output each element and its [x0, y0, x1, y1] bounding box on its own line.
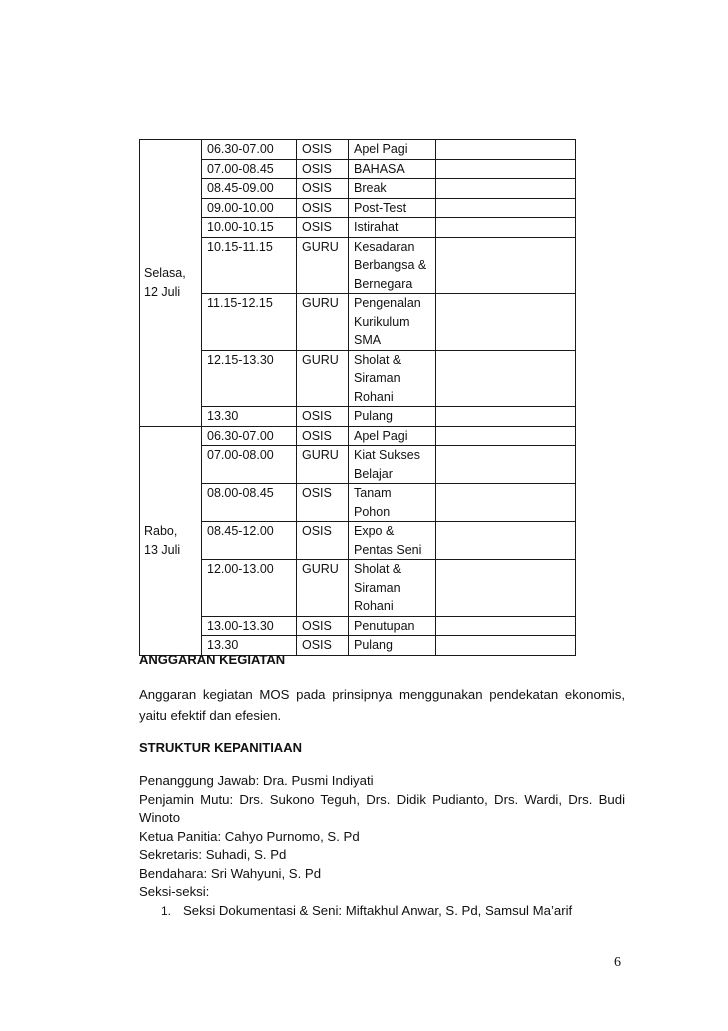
schedule-time-cell: 06.30-07.00 — [202, 140, 297, 160]
schedule-row — [140, 446, 576, 484]
schedule-note-cell — [436, 198, 576, 218]
schedule-time-cell: 07.00-08.00 — [202, 446, 297, 484]
schedule-time-cell: 13.30 — [202, 407, 297, 427]
schedule-row — [140, 237, 576, 294]
schedule-organizer-cell: OSIS — [297, 218, 349, 238]
schedule-activity-line: BAHASA — [354, 161, 405, 176]
struktur-heading: STRUKTUR KEPANITIAAN — [139, 740, 302, 755]
schedule-organizer-cell: GURU — [297, 350, 349, 407]
anggaran-paragraph: Anggaran kegiatan MOS pada prinsipnya menggunakan pendekatan ekonomis, yaitu efektif dan efesien. — [139, 687, 625, 723]
schedule-note-cell — [436, 616, 576, 636]
schedule-activity-line: Post-Test — [354, 200, 407, 215]
schedule-activity-cell — [349, 446, 436, 484]
schedule-activity-cell — [349, 237, 436, 294]
schedule-organizer-cell: OSIS — [297, 198, 349, 218]
schedule-activity-cell — [349, 484, 436, 522]
anggaran-heading: ANGGARAN KEGIATAN — [139, 652, 286, 667]
schedule-activity-cell — [349, 198, 436, 218]
schedule-time-cell: 08.45-12.00 — [202, 522, 297, 560]
struktur-section — [139, 740, 625, 920]
penjamin-mutu-line: Penjamin Mutu: Drs. Sukono Teguh, Drs. Didik Pudianto, Drs. Wardi, Drs. Budi — [139, 791, 625, 807]
seksi-list-item — [139, 902, 625, 921]
schedule-activity-line: Apel Pagi — [354, 142, 408, 156]
seksi-item-number: 1. — [161, 903, 172, 918]
schedule-activity-line: Sholat & — [354, 352, 402, 367]
schedule-activity-line: Pulang — [354, 409, 393, 423]
seksi-item-text: Seksi Dokumentasi & Seni: Miftakhul Anwar, S. Pd, Samsul Ma’arif — [183, 902, 573, 918]
schedule-activity-cell — [349, 522, 436, 560]
schedule-row — [140, 218, 576, 238]
schedule-activity-cell — [349, 350, 436, 407]
schedule-time-cell: 10.15-11.15 — [202, 237, 297, 294]
schedule-activity-cell — [349, 159, 436, 179]
schedule-note-cell — [436, 522, 576, 560]
schedule-row — [140, 294, 576, 351]
schedule-day-cell — [140, 426, 202, 655]
schedule-note-cell — [436, 237, 576, 294]
schedule-organizer-cell: OSIS — [297, 616, 349, 636]
schedule-row — [140, 560, 576, 617]
schedule-activity-cell — [349, 140, 436, 160]
schedule-row — [140, 198, 576, 218]
schedule-activity-line: Expo & — [354, 524, 395, 538]
schedule-note-cell — [436, 484, 576, 522]
schedule-activity-line: Apel Pagi — [354, 428, 408, 443]
schedule-row — [140, 179, 576, 199]
schedule-row — [140, 426, 576, 446]
schedule-note-cell — [436, 179, 576, 199]
schedule-row — [140, 522, 576, 560]
schedule-note-cell — [436, 446, 576, 484]
schedule-activity-cell — [349, 426, 436, 446]
schedule-organizer-cell: GURU — [297, 446, 349, 484]
schedule-activity-line: Belajar — [354, 466, 393, 481]
schedule-organizer-cell: GURU — [297, 560, 349, 617]
schedule-row — [140, 407, 576, 427]
schedule-row — [140, 616, 576, 636]
schedule-day-label: 12 Juli — [144, 284, 181, 299]
schedule-activity-line: Istirahat — [354, 220, 399, 234]
schedule-organizer-cell: OSIS — [297, 159, 349, 179]
penjamin-mutu-line-continued: Winoto — [139, 810, 181, 825]
schedule-note-cell — [436, 294, 576, 351]
schedule-organizer-cell: OSIS — [297, 179, 349, 199]
schedule-note-cell — [436, 426, 576, 446]
schedule-note-cell — [436, 350, 576, 407]
schedule-activity-cell — [349, 218, 436, 238]
schedule-time-cell: 08.00-08.45 — [202, 484, 297, 522]
schedule-activity-line: Pengenalan — [354, 296, 421, 310]
schedule-activity-cell — [349, 560, 436, 617]
schedule-activity-cell — [349, 179, 436, 199]
schedule-organizer-cell: OSIS — [297, 484, 349, 522]
schedule-note-cell — [436, 159, 576, 179]
schedule-time-cell: 12.15-13.30 — [202, 350, 297, 407]
schedule-activity-line: SMA — [354, 333, 382, 347]
schedule-table — [139, 139, 576, 656]
penanggung-jawab-line: Penanggung Jawab: Dra. Pusmi Indiyati — [139, 773, 374, 788]
schedule-time-cell: 06.30-07.00 — [202, 426, 297, 446]
anggaran-section — [139, 652, 625, 726]
schedule-activity-line: Siraman — [354, 371, 401, 385]
schedule-activity-line: Pentas Seni — [354, 542, 422, 557]
schedule-organizer-cell: OSIS — [297, 140, 349, 160]
page-number: 6 — [614, 955, 621, 970]
schedule-activity-cell — [349, 294, 436, 351]
schedule-row — [140, 350, 576, 407]
schedule-time-cell: 13.00-13.30 — [202, 616, 297, 636]
schedule-organizer-cell: GURU — [297, 294, 349, 351]
schedule-time-cell: 07.00-08.45 — [202, 159, 297, 179]
schedule-note-cell — [436, 407, 576, 427]
schedule-activity-cell — [349, 407, 436, 427]
schedule-activity-line: Pulang — [354, 638, 393, 652]
schedule-activity-line: Rohani — [354, 599, 394, 613]
schedule-note-cell — [436, 140, 576, 160]
schedule-time-cell: 13.30 — [202, 636, 297, 656]
schedule-activity-line: Kiat Sukses — [354, 448, 421, 462]
schedule-organizer-cell: OSIS — [297, 636, 349, 656]
schedule-day-label: Selasa, — [144, 266, 186, 281]
schedule-row — [140, 140, 576, 160]
schedule-activity-line: Bernegara — [354, 276, 413, 291]
schedule-row — [140, 159, 576, 179]
schedule-activity-line: Rohani — [354, 389, 394, 404]
schedule-day-label: Rabo, — [144, 524, 178, 538]
ketua-panitia-line: Ketua Panitia: Cahyo Purnomo, S. Pd — [139, 828, 360, 844]
schedule-time-cell: 08.45-09.00 — [202, 179, 297, 199]
schedule-organizer-cell: GURU — [297, 237, 349, 294]
seksi-list — [139, 902, 625, 921]
schedule-note-cell — [436, 560, 576, 617]
struktur-list — [139, 772, 625, 920]
schedule-activity-line: Sholat & — [354, 562, 402, 576]
schedule-activity-line: Siraman — [354, 580, 401, 595]
schedule-day-label: 13 Juli — [144, 542, 181, 557]
schedule-activity-line: Penutupan — [354, 618, 415, 633]
schedule-time-cell: 11.15-12.15 — [202, 294, 297, 351]
schedule-day-cell — [140, 140, 202, 427]
schedule-row — [140, 484, 576, 522]
schedule-time-cell: 09.00-10.00 — [202, 198, 297, 218]
schedule-time-cell: 12.00-13.00 — [202, 560, 297, 617]
schedule-activity-line: Berbangsa & — [354, 258, 427, 272]
schedule-activity-line: Kesadaran — [354, 239, 415, 254]
schedule-activity-cell — [349, 616, 436, 636]
schedule-activity-line: Tanam — [354, 486, 392, 500]
schedule-organizer-cell: OSIS — [297, 426, 349, 446]
schedule-organizer-cell: OSIS — [297, 522, 349, 560]
schedule-activity-line: Break — [354, 181, 387, 195]
schedule-activity-line: Pohon — [354, 504, 391, 519]
schedule-organizer-cell: OSIS — [297, 407, 349, 427]
bendahara-line: Bendahara: Sri Wahyuni, S. Pd — [139, 865, 322, 881]
schedule-time-cell: 10.00-10.15 — [202, 218, 297, 238]
sekretaris-line: Sekretaris: Suhadi, S. Pd — [139, 847, 287, 862]
schedule-activity-line: Kurikulum — [354, 314, 410, 329]
seksi-heading: Seksi-seksi: — [139, 884, 210, 899]
schedule-note-cell — [436, 218, 576, 238]
